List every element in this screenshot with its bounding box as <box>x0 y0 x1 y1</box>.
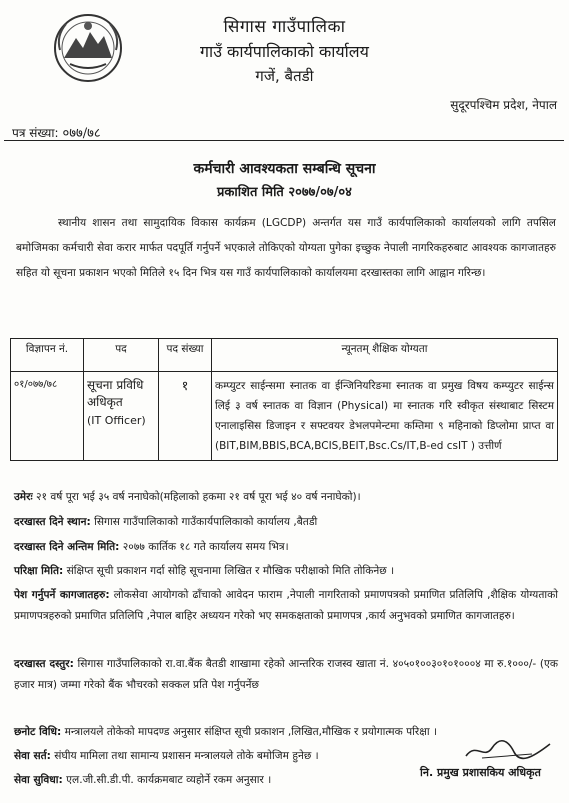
office-name: गाउँ कार्यपालिकाको कार्यालय <box>200 42 369 61</box>
header-post-count: पद संख्या <box>159 339 212 372</box>
header-vacancy-no: विज्ञापन नं. <box>11 339 84 372</box>
facilities-label: सेवा सुविधा: <box>14 774 63 786</box>
post-name-nepali: सूचना प्रविधि अधिकृत <box>87 378 144 409</box>
application-fee <box>14 654 558 696</box>
header-divider <box>4 140 564 141</box>
published-date: प्रकाशित मिति २०७७/०७/०४ <box>217 185 352 200</box>
conditions-label: सेवा सर्त: <box>14 750 51 762</box>
province-name: सुदूरपश्चिम प्रदेश, नेपाल <box>450 98 557 112</box>
header-qualification: न्यूनतम् शैक्षिक योग्यता <box>212 339 558 372</box>
service-facilities <box>14 770 414 791</box>
application-venue <box>14 512 558 533</box>
post-name-english: (IT Officer) <box>87 414 146 427</box>
notice-intro: स्थानीय शासन तथा सामुदायिक विकास कार्यक्रम (LGCDP) अन्तर्गत यस गाउँ कार्यपालिकाको कार्यालयको लागि तपसिल बमोजिमका कर्मचारी सेवा करार मार्फत पदपूर्ति गर्नुपर्ने भएकाले तोकिएको योग्यता पुगेका इच्छुक नेपाली नागरिकहरुबाट आवश्यक कागजातहरु सहित यो सूचना प्रकाशन भएको मितिले १५ दिन भित्र यस गाउँ कार्यपालिकाको कार्यालयमा दरखास्तका लागि आह्वान गरिन्छ। <box>16 217 556 279</box>
deadline-text: २०७७ कार्तिक १८ गते कार्यालय समय भित्र। <box>122 541 289 553</box>
post-count: १ <box>159 372 212 461</box>
selection-label: छनोट विधि: <box>14 726 62 738</box>
exam-date <box>14 561 558 582</box>
fee-label: दरखास्त दस्तुर: <box>14 658 74 670</box>
notice-title: कर्मचारी आवश्यकता सम्बन्धि सूचना <box>193 161 376 177</box>
selection-text: मन्त्रालयले तोकेको मापदण्ड अनुसार संक्षिप्त सूची प्रकाशन ,लिखित,मौखिक र प्रयोगात्मक परिक्षा । <box>64 726 437 738</box>
post-name <box>84 372 159 461</box>
signatory-title: नि. प्रमुख प्रशासकिय अधिकृत <box>420 766 541 779</box>
required-documents <box>14 585 558 627</box>
documents-label: पेश गर्नुपर्ने कागजातहरु: <box>14 589 110 601</box>
handwritten-signature-icon <box>462 738 554 764</box>
age-requirement <box>14 487 558 508</box>
age-text: २१ वर्ष पूरा भई ३५ वर्ष ननाघेको(महिलाको हकमा २१ वर्ष पूरा भई ४० वर्ष ननाघेको)। <box>36 491 361 503</box>
exam-date-label: परिक्षा मिति: <box>14 565 64 577</box>
conditions-text: संघीय मामिला तथा सामान्य प्रशासन मन्त्रालयले तोके बमोजिम हुनेछ । <box>54 750 319 762</box>
qualification-text: कम्प्युटर साईन्समा स्नातक वा ईन्जिनियरिङमा स्नातक वा प्रमुख विषय कम्प्युटर साईन्स लिई ३ वर्ष स्नातक वा विज्ञान (Physical) मा स्नातक गरि स्वीकृत संस्थाबाट सिस्टम एनालाइसिस डिजाइन र सफ्टवयर डेभलपमेन्टमा कम्तिमा ९ महिनाको डिप्लोमा प्राप्त वा (BIT,BIM,BBIS,BCA,BCIS,BEIT,Bsc.Cs/IT,B-ed csIT ) उत्तीर्ण <box>212 372 558 461</box>
venue-label: दरखास्त दिने स्थान: <box>14 516 91 528</box>
age-label: उमेरः <box>14 491 33 503</box>
reference-number <box>12 123 101 141</box>
office-location: गजें, बैतडी <box>255 67 314 85</box>
fee-text: सिगास गाउँपालिकाको रा.वा.बैंक बैतडी शाखामा रहेको आन्तरिक राजस्व खाता नं. ४०५०१००३०१०१०००४ मा रु.१०००/- (एक हजार मात्र) जम्मा गरेको बैंक भौचरको सक्कल प्रति पेश गर्नुपर्नेछ <box>14 658 558 691</box>
deadline-label: दरखास्त दिने अन्तिम मिति: <box>14 541 120 553</box>
reference-value: ०७७/७८ <box>62 126 101 141</box>
header-post: पद <box>84 339 159 372</box>
facilities-text: एल.जी.सी.डी.पी. कार्यक्रमबाट व्यहोर्ने रकम अनुसार । <box>66 774 272 786</box>
vacancy-number: ०१/०७७/७८ <box>11 372 84 461</box>
exam-date-text: संक्षिप्त सूची प्रकाशन गर्दा सोहि सूचनामा लिखित र मौखिक परीक्षाको मिति तोकिनेछ । <box>66 565 395 577</box>
municipality-name: सिगास गाउँपालिका <box>223 17 346 37</box>
venue-text: सिगास गाउँपालिकाको गाउँकार्यपालिकाको कार्यालय ,बैतडी <box>94 516 318 528</box>
table-row <box>11 372 558 461</box>
service-conditions <box>14 746 414 767</box>
table-header-row <box>11 339 558 372</box>
vacancy-table <box>10 338 558 461</box>
application-deadline <box>14 537 558 558</box>
documents-text: लोकसेवा आयोगको ढाँचाको आवेदन फाराम ,नेपाली नागरिताको प्रमाणपत्रको प्रमाणित प्रतिलिपि ,शैक्षिक योग्यताको प्रमाणपत्रहरुको प्रमाणित प्रतिलिपि ,नेपाल बाहिर अध्ययन गरेको भए समकक्षताको प्रमाणपत्र ,कार्य अनुभवको प्रमाणित कागजातहरु। <box>14 589 558 622</box>
reference-label: पत्र संख्या: <box>12 126 59 140</box>
